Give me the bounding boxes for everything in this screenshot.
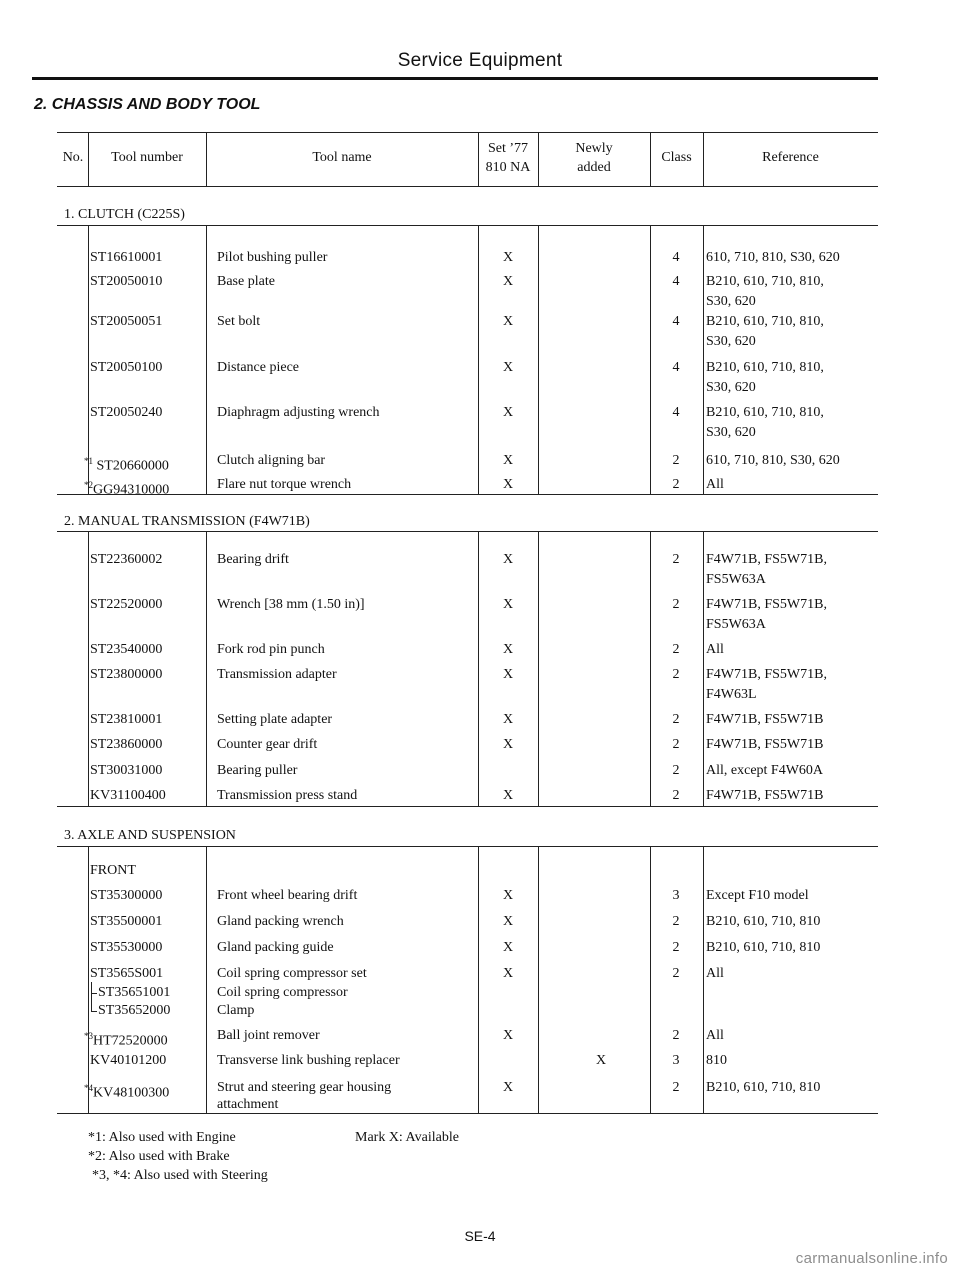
tool-number [84, 1080, 169, 1102]
col-header-class: Class [661, 150, 692, 165]
tool-number [90, 966, 163, 982]
class-value: 2 [672, 667, 680, 682]
tool-name-cont: attachment [217, 1097, 279, 1112]
tool-name: Pilot bushing puller [217, 250, 328, 265]
tool-number [90, 737, 162, 753]
reference-text: F4W71B, FS5W71B, [706, 552, 827, 567]
group-top-rule [57, 225, 878, 226]
tool-name: Distance piece [217, 360, 300, 375]
class-value: 4 [672, 274, 680, 289]
tool-number-text: ST23860000 [90, 737, 163, 752]
col-header-tool-name: Tool name [312, 150, 372, 165]
reference-text: All [706, 1028, 724, 1043]
class-value: 2 [672, 788, 680, 803]
class-value: 2 [672, 1080, 680, 1095]
class-value: 2 [672, 453, 680, 468]
class-value: 2 [672, 966, 680, 981]
group-top-rule [57, 846, 878, 847]
reference-text: FS5W63A [706, 572, 766, 587]
class-value: 2 [672, 597, 680, 612]
class-value: 2 [672, 940, 680, 955]
set77-mark: X [502, 477, 514, 492]
tool-number-text: ST20050010 [90, 274, 163, 289]
column-divider [650, 225, 651, 494]
class-value: 2 [672, 642, 680, 657]
class-value: 2 [672, 763, 680, 778]
tool-name: Setting plate adapter [217, 712, 333, 727]
reference-text: All [706, 642, 724, 657]
class-value: 2 [672, 914, 680, 929]
reference-text: B210, 610, 710, 810 [706, 914, 821, 929]
tool-number [98, 985, 170, 1001]
reference-text: F4W63L [706, 687, 757, 702]
tool-name: Coil spring compressor set [217, 966, 367, 981]
reference-text: F4W71B, FS5W71B [706, 788, 824, 803]
col-header-set77: Set ’77 [487, 141, 529, 156]
group-heading: 1. CLUTCH (C225S) [64, 207, 185, 222]
col-header-tool-number: Tool number [111, 150, 183, 165]
tool-number-text: ST20050051 [90, 314, 163, 329]
set77-mark: X [502, 1080, 514, 1095]
col-header-newly-line2: added [577, 160, 611, 175]
class-value: 4 [672, 360, 680, 375]
class-value: 4 [672, 250, 680, 265]
tool-number-text: HT72520000 [93, 1033, 168, 1049]
reference-text: FS5W63A [706, 617, 766, 632]
column-divider [703, 846, 704, 1113]
tool-number [84, 453, 169, 475]
tool-number [90, 914, 162, 930]
tool-name: Transmission adapter [217, 667, 337, 682]
tool-number-text: ST3565S001 [90, 966, 164, 981]
tool-number-text: ST35652000 [98, 1003, 171, 1018]
tool-number [84, 1028, 168, 1050]
mark-legend: Mark X: Available [355, 1130, 459, 1145]
header-top-rule [57, 132, 878, 133]
tool-number-text: KV48100300 [93, 1085, 170, 1101]
class-value: 2 [672, 552, 680, 567]
set77-mark: X [502, 914, 514, 929]
tool-name: Clamp [217, 1003, 255, 1018]
tool-name: Transverse link bushing replacer [217, 1053, 400, 1068]
group-bottom-rule [57, 494, 878, 495]
column-divider [478, 531, 479, 806]
set77-mark: X [502, 940, 514, 955]
tool-name: Strut and steering gear housing [217, 1080, 392, 1095]
tool-number-text: GG94310000 [93, 482, 170, 498]
tool-number-text: ST35651001 [98, 985, 171, 1000]
footnote-ref: *2 [84, 480, 93, 490]
group-heading: 3. AXLE AND SUSPENSION [64, 828, 236, 843]
tool-number-text: ST35500001 [90, 914, 163, 929]
set77-mark: X [502, 453, 514, 468]
footnote-3-4: *3, *4: Also used with Steering [92, 1168, 268, 1183]
reference-text: All [706, 966, 724, 981]
reference-text: S30, 620 [706, 294, 756, 309]
reference-text: All, except F4W60A [706, 763, 824, 778]
reference-text: S30, 620 [706, 334, 756, 349]
reference-text: 610, 710, 810, S30, 620 [706, 250, 840, 265]
subcomponent-branch [91, 1011, 97, 1012]
tool-number [90, 552, 162, 568]
reference-text: F4W71B, FS5W71B [706, 712, 824, 727]
reference-text: B210, 610, 710, 810 [706, 1080, 821, 1095]
set77-mark: X [502, 597, 514, 612]
reference-text: F4W71B, FS5W71B [706, 737, 824, 752]
footnote-1: *1: Also used with Engine [88, 1130, 236, 1145]
tool-number [98, 1003, 170, 1019]
class-value: 4 [672, 405, 680, 420]
tool-name: Gland packing guide [217, 940, 334, 955]
column-divider [703, 225, 704, 494]
class-value: 4 [672, 314, 680, 329]
tool-name: Wrench [38 mm (1.50 in)] [217, 597, 365, 612]
subcomponent-branch [91, 993, 97, 994]
tool-number-text: ST20660000 [93, 458, 169, 474]
class-value: 2 [672, 1028, 680, 1043]
tool-number-text: ST30031000 [90, 763, 163, 778]
class-value: 3 [672, 888, 680, 903]
set77-mark: X [502, 552, 514, 567]
group-bottom-rule [57, 806, 878, 807]
tool-number [90, 250, 162, 266]
col-header-no: No. [62, 150, 84, 165]
set77-mark: X [502, 737, 514, 752]
tool-number [90, 274, 162, 290]
reference-text: B210, 610, 710, 810, [706, 360, 824, 375]
tool-number [90, 667, 162, 683]
tool-name: Clutch aligning bar [217, 453, 326, 468]
tool-number-text: ST20050100 [90, 360, 163, 375]
column-divider [703, 531, 704, 806]
page-header-title: Service Equipment [397, 50, 563, 71]
tool-number-text: ST20050240 [90, 405, 163, 420]
tool-number [90, 360, 162, 376]
tool-number [90, 940, 162, 956]
tool-name: Fork rod pin punch [217, 642, 325, 657]
reference-text: B210, 610, 710, 810, [706, 405, 824, 420]
tool-number [90, 1053, 166, 1069]
reference-text: F4W71B, FS5W71B, [706, 597, 827, 612]
tool-number [90, 712, 162, 728]
footnote-ref: *3 [84, 1031, 93, 1041]
reference-text: S30, 620 [706, 425, 756, 440]
tool-name: Flare nut torque wrench [217, 477, 352, 492]
tool-number-text: ST16610001 [90, 250, 163, 265]
tool-number [90, 642, 162, 658]
footnote-ref: *4 [84, 1083, 93, 1093]
class-value: 2 [672, 712, 680, 727]
tool-name: Bearing puller [217, 763, 298, 778]
column-divider [538, 846, 539, 1113]
reference-text: B210, 610, 710, 810 [706, 940, 821, 955]
set77-mark: X [502, 642, 514, 657]
set77-mark: X [502, 667, 514, 682]
set77-mark: X [502, 966, 514, 981]
reference-text: B210, 610, 710, 810, [706, 314, 824, 329]
column-divider [538, 225, 539, 494]
group-top-rule [57, 531, 878, 532]
col-header-set77-line2: 810 NA [485, 160, 531, 175]
reference-text: 810 [706, 1053, 727, 1068]
tool-name: Front wheel bearing drift [217, 888, 358, 903]
tool-number [90, 314, 162, 330]
tool-number-text: ST35300000 [90, 888, 163, 903]
group-heading: 2. MANUAL TRANSMISSION (F4W71B) [64, 514, 310, 529]
class-value: 2 [672, 477, 680, 492]
set77-mark: X [502, 274, 514, 289]
tool-number-text: ST35530000 [90, 940, 163, 955]
header-bottom-rule [57, 186, 878, 187]
page-number: SE-4 [464, 1228, 496, 1244]
column-divider [88, 531, 89, 806]
column-divider [538, 531, 539, 806]
tool-name: Diaphragm adjusting wrench [217, 405, 380, 420]
col-header-newly: Newly [575, 141, 613, 156]
newly-added-mark: X [595, 1053, 607, 1068]
reference-text: Except F10 model [706, 888, 809, 903]
subcomponent-bracket [91, 982, 92, 1011]
subheading-front: FRONT [90, 863, 136, 878]
footnote-2: *2: Also used with Brake [88, 1149, 230, 1164]
column-divider [206, 531, 207, 806]
column-divider [206, 225, 207, 494]
tool-number-text: ST22360002 [90, 552, 163, 567]
reference-text: 610, 710, 810, S30, 620 [706, 453, 840, 468]
tool-number [90, 597, 162, 613]
tool-name: Bearing drift [217, 552, 289, 567]
header-rule [32, 77, 878, 80]
column-divider [206, 846, 207, 1113]
watermark: carmanualsonline.info [795, 1250, 948, 1267]
column-divider [478, 225, 479, 494]
column-divider [650, 846, 651, 1113]
tool-number [84, 477, 169, 499]
tool-number-text: KV40101200 [90, 1053, 167, 1068]
tool-name: Ball joint remover [217, 1028, 320, 1043]
class-value: 3 [672, 1053, 680, 1068]
group-bottom-rule [57, 1113, 878, 1114]
set77-mark: X [502, 250, 514, 265]
reference-text: B210, 610, 710, 810, [706, 274, 824, 289]
reference-text: F4W71B, FS5W71B, [706, 667, 827, 682]
set77-mark: X [502, 314, 514, 329]
tool-name: Gland packing wrench [217, 914, 344, 929]
column-divider [88, 846, 89, 1113]
column-divider [478, 846, 479, 1113]
tool-name: Base plate [217, 274, 275, 289]
set77-mark: X [502, 405, 514, 420]
tool-name: Counter gear drift [217, 737, 318, 752]
tool-number-text: ST23540000 [90, 642, 163, 657]
tool-name: Coil spring compressor [217, 985, 348, 1000]
col-header-reference: Reference [762, 150, 819, 165]
section-title: 2. CHASSIS AND BODY TOOL [34, 96, 261, 113]
set77-mark: X [502, 888, 514, 903]
footnote-ref: *1 [84, 456, 93, 466]
tool-number-text: KV31100400 [90, 788, 166, 803]
set77-mark: X [502, 712, 514, 727]
reference-text: S30, 620 [706, 380, 756, 395]
tool-number-text: ST22520000 [90, 597, 163, 612]
class-value: 2 [672, 737, 680, 752]
tool-number [90, 763, 162, 779]
set77-mark: X [502, 788, 514, 803]
column-divider [650, 531, 651, 806]
tool-number-text: ST23810001 [90, 712, 163, 727]
set77-mark: X [502, 1028, 514, 1043]
reference-text: All [706, 477, 724, 492]
tool-name: Transmission press stand [217, 788, 358, 803]
tool-number-text: ST23800000 [90, 667, 163, 682]
tool-name: Set bolt [217, 314, 261, 329]
tool-number [90, 788, 166, 804]
tool-number [90, 888, 162, 904]
tool-number [90, 405, 162, 421]
set77-mark: X [502, 360, 514, 375]
